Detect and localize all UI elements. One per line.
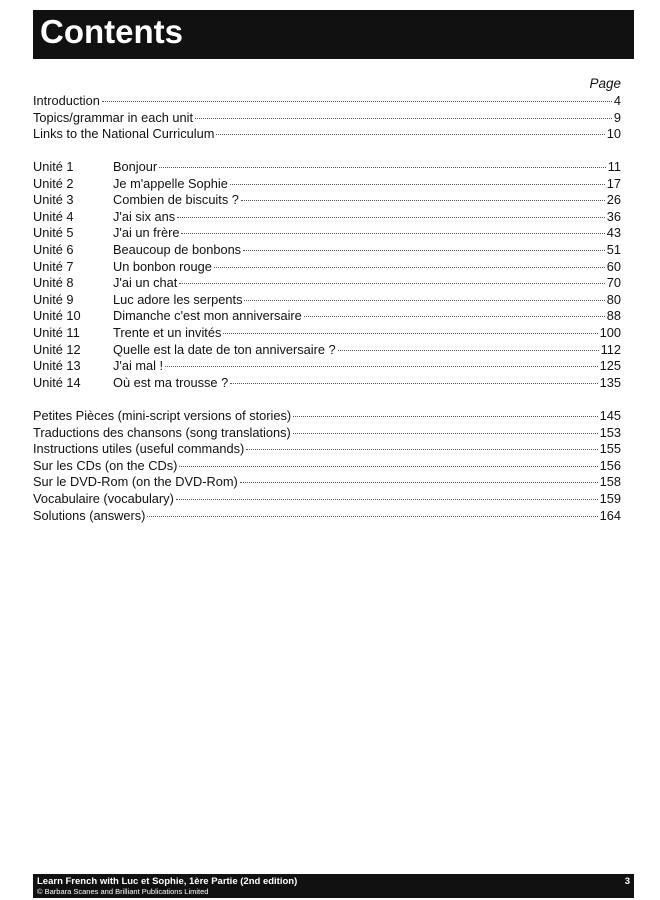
toc-entry-title: Instructions utiles (useful commands) <box>33 441 245 457</box>
dot-leader <box>240 482 598 483</box>
toc-unit-entry[interactable] <box>33 325 621 342</box>
toc-entry-title: Petites Pièces (mini-script versions of stories) <box>33 408 292 423</box>
toc-entry-title: Topics/grammar in each unit <box>33 109 194 125</box>
toc-entry-page: 156 <box>599 457 621 473</box>
toc-unit-entry[interactable] <box>33 375 621 392</box>
unit-title: Où est ma trousse ? <box>113 374 229 390</box>
toc-entry-title: Traductions des chansons (song translations) <box>33 424 291 440</box>
unit-title: J'ai mal ! <box>113 358 164 374</box>
dot-leader <box>338 350 599 351</box>
dot-leader <box>179 466 597 467</box>
toc-entry-page: 159 <box>599 490 621 506</box>
unit-number: Unité 13 <box>33 358 81 374</box>
dot-leader <box>230 184 605 185</box>
toc-entry-page: 145 <box>599 408 621 423</box>
unit-number: Unité 7 <box>33 258 74 274</box>
unit-page: 100 <box>599 324 621 340</box>
unit-page: 112 <box>600 341 621 357</box>
unit-title: Dimanche c'est mon anniversaire <box>113 308 302 324</box>
toc-entry-page: 9 <box>613 109 621 125</box>
dot-leader <box>165 366 598 367</box>
toc-unit-entry[interactable] <box>33 342 621 359</box>
page-title: Contents <box>40 13 183 50</box>
toc-entry[interactable] <box>33 508 621 525</box>
dot-leader <box>243 250 605 251</box>
unit-page: 36 <box>606 208 621 224</box>
toc-entry-title: Sur le DVD-Rom (on the DVD-Rom) <box>33 474 238 490</box>
toc-unit-entry[interactable] <box>33 192 621 209</box>
unit-page: 80 <box>606 291 621 307</box>
toc-unit-entry[interactable] <box>33 159 621 176</box>
toc-entry-title: Links to the National Curriculum <box>33 126 215 142</box>
unit-title: J'ai six ans <box>113 208 176 224</box>
unit-page: 43 <box>606 225 621 241</box>
dot-leader <box>176 499 598 500</box>
footer-bar <box>33 874 634 898</box>
toc-entry[interactable] <box>33 441 621 458</box>
toc-unit-entry[interactable] <box>33 358 621 375</box>
toc-unit-entry[interactable] <box>33 308 621 325</box>
unit-page: 60 <box>606 258 621 274</box>
dot-leader <box>241 200 605 201</box>
dot-leader <box>293 416 597 417</box>
toc-entry[interactable] <box>33 425 621 442</box>
unit-number: Unité 10 <box>33 308 81 324</box>
footer-page-number: 3 <box>624 876 630 887</box>
toc-entry[interactable] <box>33 474 621 491</box>
unit-title: Trente et un invités <box>113 324 222 340</box>
dot-leader <box>214 267 605 268</box>
toc-entry-page: 158 <box>599 474 621 490</box>
unit-number: Unité 6 <box>33 241 74 257</box>
toc-unit-entry[interactable] <box>33 209 621 226</box>
toc-entry-page: 10 <box>606 126 621 142</box>
toc-entry[interactable] <box>33 491 621 508</box>
dot-leader <box>102 101 612 102</box>
contents-header-bar <box>33 10 634 59</box>
toc-entry[interactable] <box>33 110 621 127</box>
toc-general-section <box>33 93 621 143</box>
unit-title: J'ai un chat <box>113 275 178 291</box>
toc-entry-title: Solutions (answers) <box>33 507 146 523</box>
unit-title: Quelle est la date de ton anniversaire ? <box>113 341 336 357</box>
toc-entry-title: Vocabulaire (vocabulary) <box>33 490 174 506</box>
dot-leader <box>223 333 597 334</box>
dot-leader <box>177 217 605 218</box>
toc-entry[interactable] <box>33 126 621 143</box>
page-column-label: Page <box>589 76 621 91</box>
toc-entry-title: Sur les CDs (on the CDs) <box>33 457 178 473</box>
unit-page: 11 <box>607 159 621 174</box>
dot-leader <box>179 283 604 284</box>
unit-title: Bonjour <box>113 159 158 174</box>
dot-leader <box>181 233 604 234</box>
unit-number: Unité 8 <box>33 275 74 291</box>
dot-leader <box>159 167 606 168</box>
unit-number: Unité 9 <box>33 291 74 307</box>
unit-page: 51 <box>606 241 621 257</box>
toc-entry[interactable] <box>33 458 621 475</box>
toc-unit-entry[interactable] <box>33 259 621 276</box>
unit-number: Unité 3 <box>33 192 74 208</box>
dot-leader <box>195 118 612 119</box>
dot-leader <box>147 516 597 517</box>
dot-leader <box>216 134 604 135</box>
unit-number: Unité 12 <box>33 341 81 357</box>
unit-page: 26 <box>606 192 621 208</box>
unit-number: Unité 2 <box>33 175 74 191</box>
toc-entry-page: 153 <box>599 424 621 440</box>
unit-title: Un bonbon rouge <box>113 258 212 274</box>
unit-page: 125 <box>599 358 621 374</box>
unit-number: Unité 4 <box>33 208 74 224</box>
footer-book-title: Learn French with Luc et Sophie, 1ère Partie (2nd edition) <box>37 876 298 887</box>
unit-number: Unité 5 <box>33 225 74 241</box>
footer-copyright: © Barbara Scanes and Brilliant Publications Limited <box>37 887 209 896</box>
unit-page: 70 <box>606 275 621 291</box>
toc-unit-entry[interactable] <box>33 242 621 259</box>
toc-entry[interactable] <box>33 93 621 110</box>
unit-page: 88 <box>606 308 621 324</box>
unit-title: J'ai un frère <box>113 225 180 241</box>
toc-appendix-section <box>33 408 621 524</box>
toc-units-section <box>33 159 621 391</box>
dot-leader <box>304 316 605 317</box>
toc-unit-entry[interactable] <box>33 275 621 292</box>
unit-title: Luc adore les serpents <box>113 291 243 307</box>
dot-leader <box>293 433 598 434</box>
toc-entry-page: 4 <box>613 93 621 108</box>
toc-entry-title: Introduction <box>33 93 100 108</box>
unit-title: Combien de biscuits ? <box>113 192 239 208</box>
toc-entry[interactable] <box>33 408 621 425</box>
unit-number: Unité 11 <box>33 324 80 340</box>
unit-page: 135 <box>599 374 621 390</box>
toc-unit-entry[interactable] <box>33 292 621 309</box>
unit-title: Beaucoup de bonbons <box>113 241 242 257</box>
unit-page: 17 <box>606 175 621 191</box>
unit-number: Unité 14 <box>33 374 81 390</box>
toc-unit-entry[interactable] <box>33 225 621 242</box>
dot-leader <box>230 383 597 384</box>
unit-title: Je m'appelle Sophie <box>113 175 228 191</box>
toc-unit-entry[interactable] <box>33 176 621 193</box>
unit-number: Unité 1 <box>33 159 74 174</box>
toc-entry-page: 155 <box>599 441 621 457</box>
dot-leader <box>244 300 604 301</box>
toc-entry-page: 164 <box>599 507 621 523</box>
dot-leader <box>246 449 597 450</box>
